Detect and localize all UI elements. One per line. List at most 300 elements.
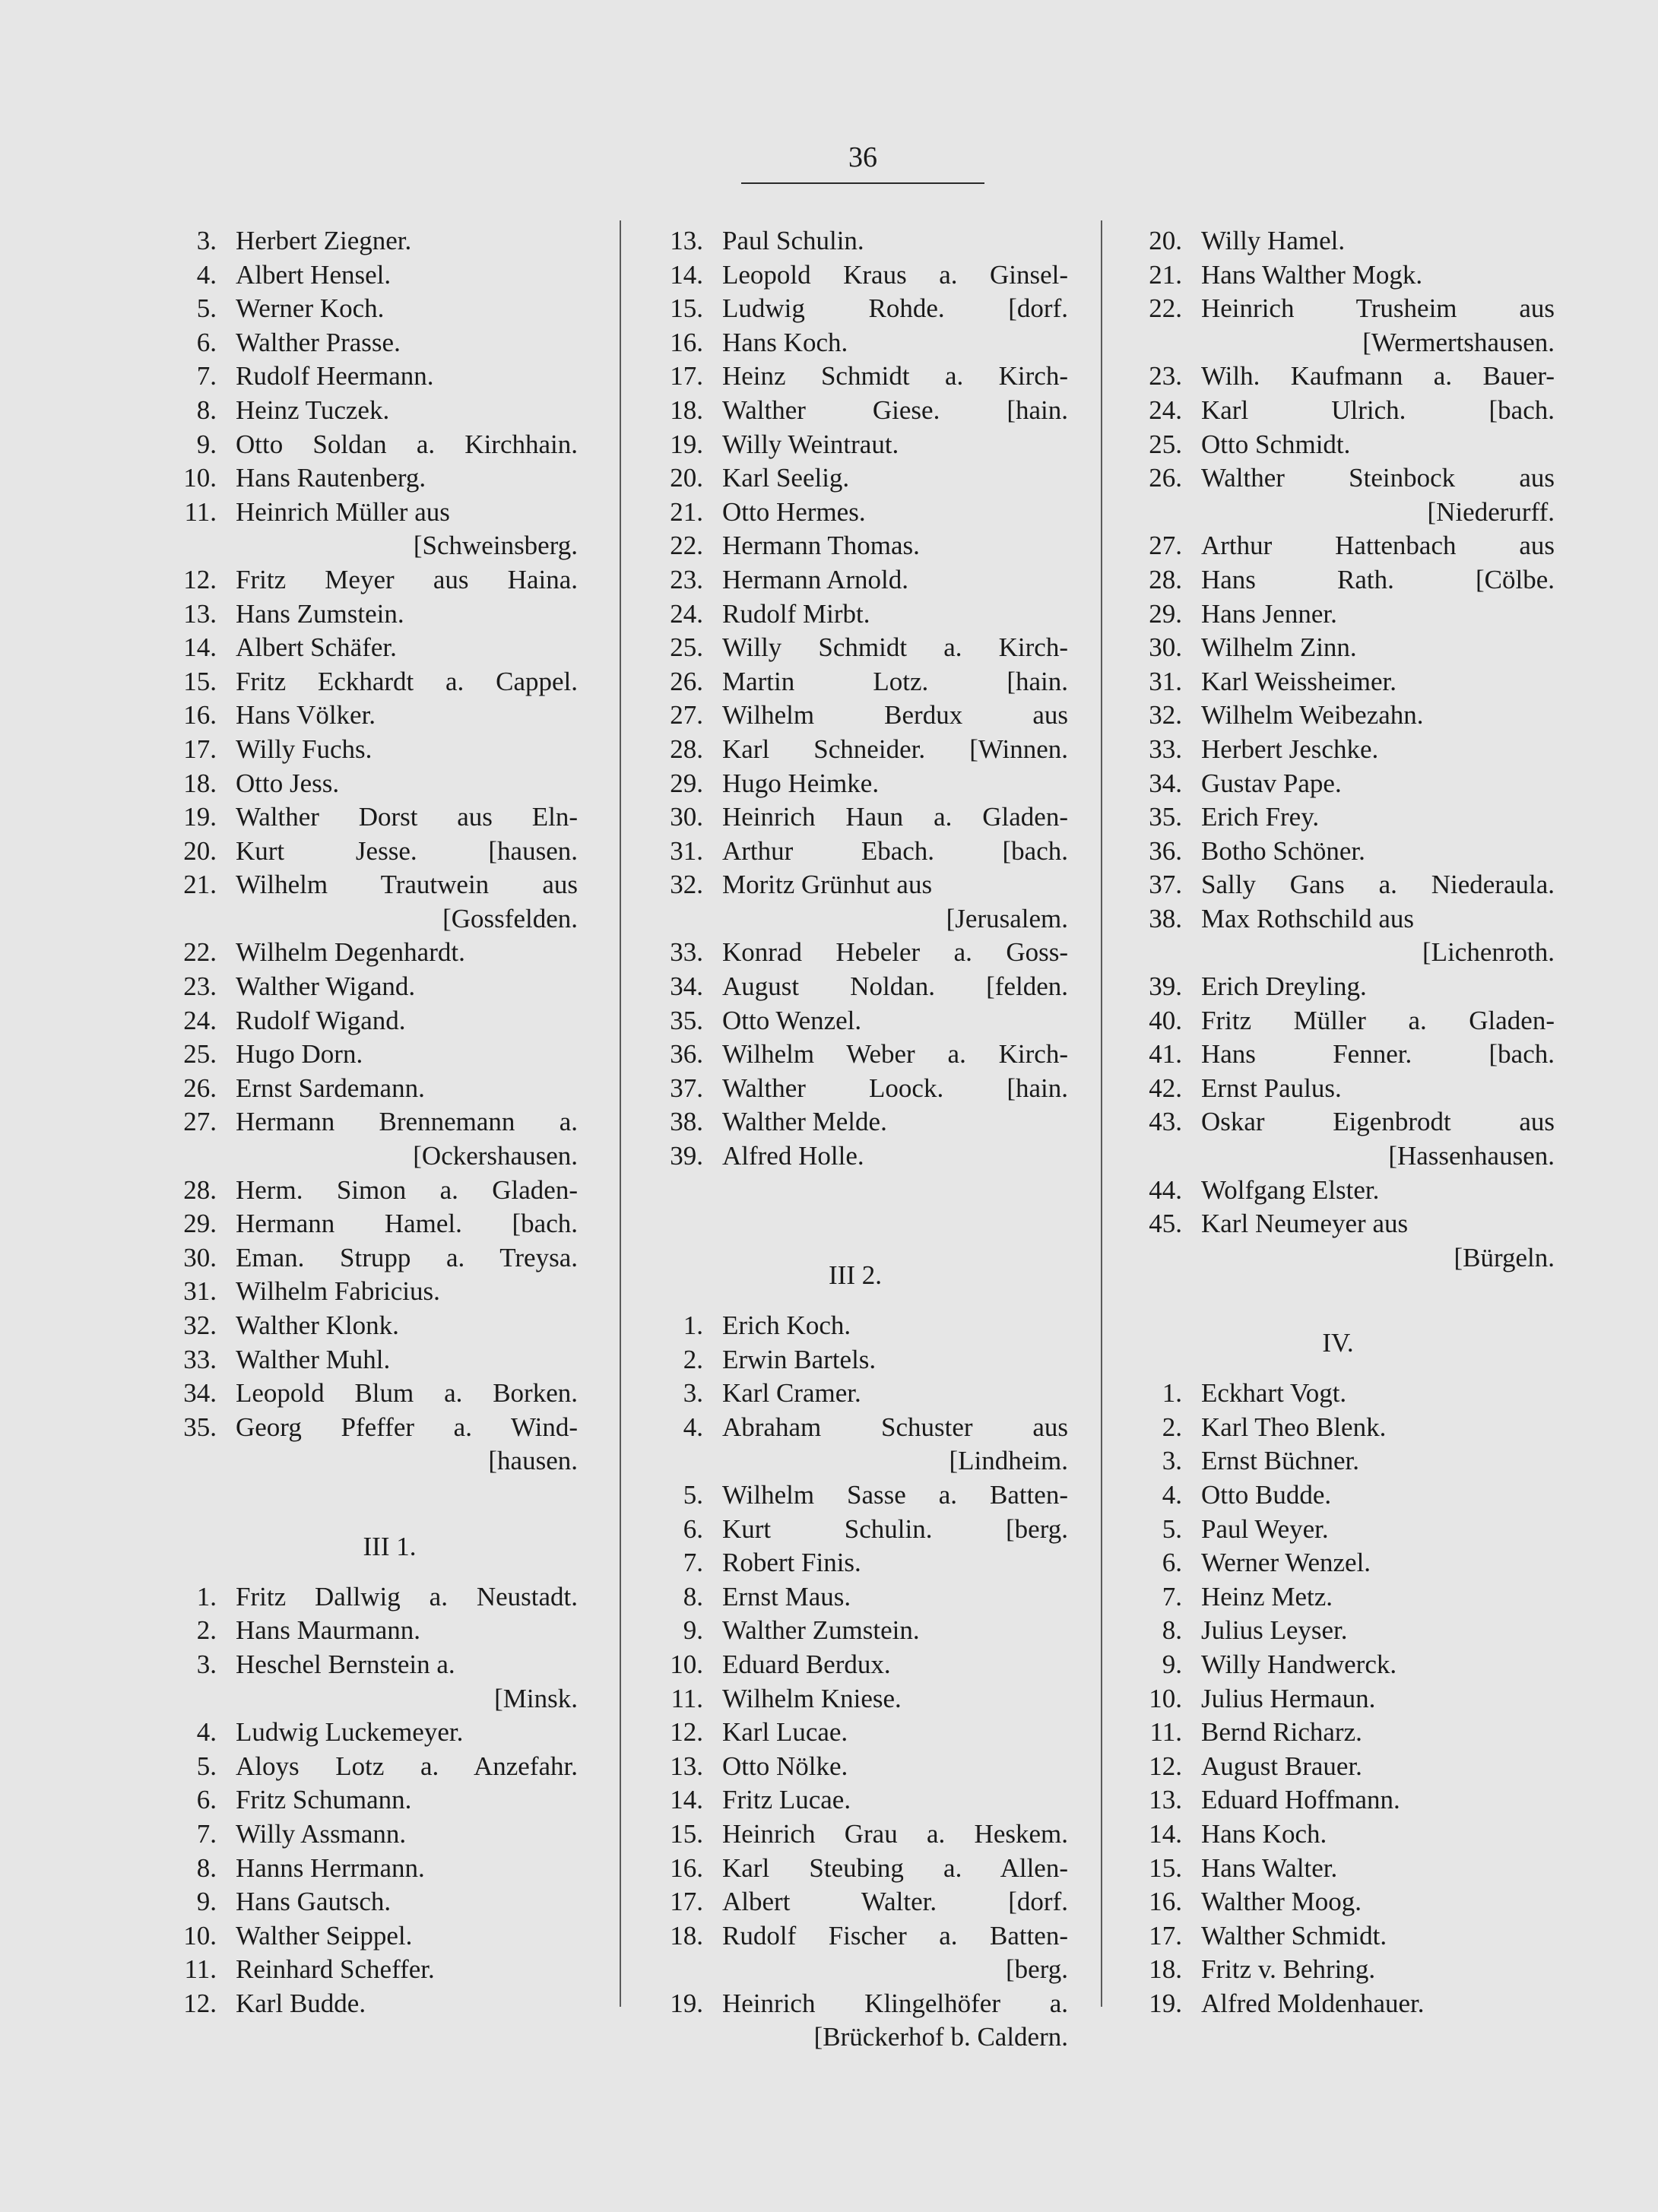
list-item xyxy=(642,292,1068,326)
list-item xyxy=(642,1614,1068,1648)
column-divider xyxy=(1101,220,1102,2007)
list-item-name: Karl Steubing a. Allen- xyxy=(722,1852,1068,1883)
list-item-number: 27. xyxy=(1149,531,1182,561)
list-item-number: 34. xyxy=(670,971,703,1002)
list-item-name: Karl Weissheimer. xyxy=(1201,666,1397,696)
list-item xyxy=(1121,1885,1555,1919)
list-item-number: 26. xyxy=(1149,463,1182,493)
list-item-number: 13. xyxy=(670,1751,703,1781)
list-item-number: 29. xyxy=(183,1209,217,1239)
list-item xyxy=(156,1648,578,1682)
list-item-name: Hermann Thomas. xyxy=(722,531,920,561)
list-item-name: Leopold Blum a. Borken. xyxy=(236,1378,578,1409)
list-item-name: Heinz Tuczek. xyxy=(236,395,390,425)
list-item-number: 17. xyxy=(670,1887,703,1917)
list-item-number: 5. xyxy=(196,293,217,324)
list-item-number: 20. xyxy=(670,463,703,493)
list-item xyxy=(1121,1004,1555,1038)
list-item-name: Walther Schmidt. xyxy=(1201,1920,1387,1951)
list-item-name: Fritz Schumann. xyxy=(236,1785,412,1815)
list-item-name: Willy Weintraut. xyxy=(722,429,899,459)
list-item-number: 25. xyxy=(183,1039,217,1070)
list-item-name: Walther Muhl. xyxy=(236,1344,391,1374)
list-item-number: 15. xyxy=(183,666,217,696)
list-item-name: Hans Rath. [Cölbe. xyxy=(1201,564,1555,594)
list-item xyxy=(642,1546,1068,1580)
list-item-name: Herbert Ziegner. xyxy=(236,226,412,255)
list-item-number: 12. xyxy=(1149,1751,1182,1781)
list-item-name: Heinz Schmidt a. Kirch- xyxy=(722,361,1068,391)
list-item-number: 12. xyxy=(183,564,217,594)
list-item-name: Rudolf Heermann. xyxy=(236,361,434,391)
list-item-number: 23. xyxy=(183,971,217,1002)
list-item-name: Arthur Ebach. [bach. xyxy=(722,835,1068,866)
list-item xyxy=(1121,1105,1555,1139)
list-item-continuation: [Schweinsberg. xyxy=(413,531,578,561)
list-item xyxy=(642,1139,1068,1174)
list-item-number: 19. xyxy=(670,429,703,459)
list-item-name: Martin Lotz. [hain. xyxy=(722,666,1068,696)
list-item-number: 30. xyxy=(670,802,703,832)
list-item-name: Hanns Herrmann. xyxy=(236,1852,425,1883)
list-item xyxy=(642,800,1068,835)
list-item xyxy=(156,394,578,428)
list-item-number: 32. xyxy=(670,870,703,900)
list-item-number: 14. xyxy=(670,259,703,290)
column-right xyxy=(1121,224,1555,2020)
list-item-number: 20. xyxy=(183,835,217,866)
list-item-number: 27. xyxy=(670,700,703,730)
list-item-number: 13. xyxy=(1149,1785,1182,1815)
list-item-number: 12. xyxy=(670,1717,703,1748)
list-item-number: 39. xyxy=(1149,971,1182,1002)
list-item xyxy=(642,258,1068,293)
list-item-name: Fritz Eckhardt a. Cappel. xyxy=(236,666,578,696)
list-item-number: 29. xyxy=(670,768,703,798)
list-item xyxy=(1121,1174,1555,1208)
list-item-name: Botho Schöner. xyxy=(1201,835,1365,866)
list-item-number: 9. xyxy=(196,429,217,459)
list-item-number: 18. xyxy=(1149,1954,1182,1985)
list-item xyxy=(642,1004,1068,1038)
list-item-name: Eduard Berdux. xyxy=(722,1649,891,1679)
list-item xyxy=(156,326,578,360)
list-item-name: Wilhelm Berdux aus xyxy=(722,700,1068,730)
list-item xyxy=(156,461,578,496)
list-item-name: Erwin Bartels. xyxy=(722,1344,877,1374)
list-item-name: Willy Handwerck. xyxy=(1201,1649,1397,1679)
list-item-number: 25. xyxy=(670,632,703,663)
list-item-number: 9. xyxy=(683,1615,703,1646)
list-item-name: Julius Leyser. xyxy=(1201,1615,1348,1646)
list-item-name: Otto Jess. xyxy=(236,768,340,798)
list-item-number: 24. xyxy=(1149,395,1182,425)
list-item-name: Hans Maurmann. xyxy=(236,1615,421,1646)
list-item xyxy=(156,631,578,665)
list-item xyxy=(642,1783,1068,1817)
list-item-continuation: [Lindheim. xyxy=(949,1446,1068,1476)
list-item-name: Albert Hensel. xyxy=(236,259,392,290)
list-item-name: Heinrich Trusheim aus xyxy=(1201,293,1555,324)
list-item xyxy=(642,631,1068,665)
list-item-number: 16. xyxy=(670,1852,703,1883)
list-item-number: 26. xyxy=(183,1073,217,1103)
list-item-name: August Noldan. [felden. xyxy=(722,971,1068,1002)
list-item-number: 2. xyxy=(1162,1412,1182,1442)
list-item xyxy=(1121,1852,1555,1886)
list-item xyxy=(1121,1478,1555,1513)
list-item xyxy=(156,1852,578,1886)
list-item-number: 28. xyxy=(183,1174,217,1205)
list-item-name: Walther Moog. xyxy=(1201,1887,1362,1917)
list-item xyxy=(1121,258,1555,293)
list-item-name: Otto Schmidt. xyxy=(1201,429,1351,459)
list-item xyxy=(156,1783,578,1817)
list-item-number: 19. xyxy=(183,802,217,832)
list-item-number: 8. xyxy=(196,1852,217,1883)
list-item-name: Ernst Maus. xyxy=(722,1581,851,1611)
list-item xyxy=(1121,1207,1555,1241)
column-divider xyxy=(620,220,621,2007)
list-item-number: 22. xyxy=(1149,293,1182,324)
list-item xyxy=(1121,1750,1555,1784)
list-item-number: 42. xyxy=(1149,1073,1182,1103)
list-item-name: Hermann Brennemann a. xyxy=(236,1107,578,1137)
list-item-number: 41. xyxy=(1149,1039,1182,1070)
list-item-continuation: [Wermertshausen. xyxy=(1362,327,1555,357)
list-item xyxy=(156,800,578,835)
list-item-name: Erich Frey. xyxy=(1201,802,1320,832)
list-item-number: 24. xyxy=(183,1005,217,1035)
list-item xyxy=(156,1953,578,1987)
list-item xyxy=(1121,1919,1555,1954)
list-item-number: 18. xyxy=(183,768,217,798)
list-item-name: Wilhelm Weibezahn. xyxy=(1201,700,1424,730)
list-item-name: Heinrich Müller aus xyxy=(236,496,450,527)
list-item-continuation: [Bürgeln. xyxy=(1454,1242,1555,1272)
header-rule xyxy=(741,182,984,184)
list-item-name: Wolfgang Elster. xyxy=(1201,1174,1380,1205)
list-item xyxy=(156,1038,578,1072)
list-item-number: 30. xyxy=(183,1242,217,1272)
list-item xyxy=(642,326,1068,360)
list-item xyxy=(1121,800,1555,835)
list-item-number: 32. xyxy=(183,1310,217,1340)
list-item-number: 32. xyxy=(1149,700,1182,730)
list-item-number: 34. xyxy=(183,1378,217,1409)
list-item-name: Paul Schulin. xyxy=(722,226,864,255)
list-item-continuation: [Ockershausen. xyxy=(413,1141,578,1171)
list-item-number: 7. xyxy=(196,361,217,391)
list-item-name: Gustav Pape. xyxy=(1201,768,1342,798)
list-item-number: 7. xyxy=(683,1548,703,1578)
list-item-number: 2. xyxy=(196,1615,217,1646)
list-item xyxy=(642,665,1068,699)
list-item-name: Wilhelm Degenhardt. xyxy=(236,937,465,968)
list-item-number: 36. xyxy=(670,1039,703,1070)
list-item xyxy=(1121,699,1555,733)
list-item-number: 4. xyxy=(196,259,217,290)
list-item xyxy=(642,970,1068,1004)
list-item-number: 29. xyxy=(1149,598,1182,629)
list-item-number: 15. xyxy=(670,293,703,324)
list-item xyxy=(1121,529,1555,563)
list-item-number: 1. xyxy=(1162,1378,1182,1409)
list-item-continuation: [Hassenhausen. xyxy=(1388,1141,1555,1171)
list-item-name: Herm. Simon a. Gladen- xyxy=(236,1174,578,1205)
list-item-number: 35. xyxy=(670,1005,703,1035)
list-item-name: Werner Koch. xyxy=(236,293,385,324)
list-item xyxy=(156,1377,578,1411)
list-item-number: 15. xyxy=(670,1818,703,1849)
list-item-number: 23. xyxy=(1149,361,1182,391)
list-item-number: 12. xyxy=(183,1988,217,2018)
list-item-name: Heschel Bernstein a. xyxy=(236,1649,455,1679)
list-item-name: Hans Gautsch. xyxy=(236,1887,392,1917)
list-item xyxy=(1121,1072,1555,1106)
list-item xyxy=(1121,1580,1555,1615)
list-item-name: Hans Jenner. xyxy=(1201,598,1337,629)
list-item-number: 21. xyxy=(183,870,217,900)
list-item-number: 3. xyxy=(1162,1446,1182,1476)
spacer xyxy=(642,1174,1068,1208)
list-item xyxy=(1121,1953,1555,1987)
list-item-number: 8. xyxy=(683,1581,703,1611)
list-item xyxy=(156,1411,578,1445)
list-item-name: August Brauer. xyxy=(1201,1751,1362,1781)
list-item-name: Karl Lucae. xyxy=(722,1717,848,1748)
list-item-name: Walther Zumstein. xyxy=(722,1615,920,1646)
list-item xyxy=(642,936,1068,970)
list-item xyxy=(1121,1614,1555,1648)
list-item-name: Fritz Dallwig a. Neustadt. xyxy=(236,1581,578,1611)
list-item-continuation: [hausen. xyxy=(488,1446,578,1476)
list-item-name: Karl Budde. xyxy=(236,1988,366,2018)
list-item-name: Karl Seelig. xyxy=(722,463,850,493)
list-item xyxy=(642,394,1068,428)
list-item-number: 6. xyxy=(196,1785,217,1815)
list-item xyxy=(642,835,1068,869)
list-item xyxy=(1121,292,1555,326)
list-item-name: Heinz Metz. xyxy=(1201,1581,1333,1611)
list-item xyxy=(1121,461,1555,496)
list-item-name: Willy Assmann. xyxy=(236,1818,407,1849)
list-item xyxy=(1121,394,1555,428)
list-item-name: Hans Zumstein. xyxy=(236,598,404,629)
list-item-number: 35. xyxy=(183,1412,217,1442)
list-item-name: Wilhelm Fabricius. xyxy=(236,1276,440,1307)
list-item-number: 43. xyxy=(1149,1107,1182,1137)
list-item xyxy=(156,1987,578,2021)
list-item xyxy=(642,496,1068,530)
list-item-number: 4. xyxy=(683,1412,703,1442)
list-item-name: Albert Schäfer. xyxy=(236,632,397,663)
list-item-name: Ernst Büchner. xyxy=(1201,1446,1360,1476)
list-item xyxy=(642,868,1068,902)
list-item-number: 33. xyxy=(183,1344,217,1374)
list-item-name: Hans Völker. xyxy=(236,700,376,730)
list-item-name: Kurt Jesse. [hausen. xyxy=(236,835,578,866)
list-item-number: 10. xyxy=(183,463,217,493)
list-item-name: Hermann Hamel. [bach. xyxy=(236,1209,578,1239)
list-item xyxy=(1121,1716,1555,1750)
list-item-name: Hans Koch. xyxy=(722,327,848,357)
list-item-number: 5. xyxy=(1162,1513,1182,1544)
list-item-name: Walther Wigand. xyxy=(236,971,416,1002)
list-item-number: 10. xyxy=(1149,1683,1182,1713)
list-item xyxy=(1121,563,1555,597)
list-item-number: 8. xyxy=(196,395,217,425)
list-item-name: Otto Nölke. xyxy=(722,1751,848,1781)
list-item xyxy=(642,733,1068,767)
list-item xyxy=(156,597,578,632)
list-item xyxy=(156,258,578,293)
list-item-name: Fritz Müller a. Gladen- xyxy=(1201,1005,1555,1035)
list-item-number: 6. xyxy=(683,1513,703,1544)
list-item-name: Aloys Lotz a. Anzefahr. xyxy=(236,1751,578,1781)
list-item xyxy=(156,970,578,1004)
list-item xyxy=(642,360,1068,394)
list-item-name: Hans Fenner. [bach. xyxy=(1201,1039,1555,1070)
list-item xyxy=(642,597,1068,632)
list-item-name: Fritz Lucae. xyxy=(722,1785,851,1815)
class-heading: III 1. xyxy=(363,1531,417,1561)
list-item-number: 19. xyxy=(670,1988,703,2018)
list-item xyxy=(156,1004,578,1038)
list-item-name: Karl Theo Blenk. xyxy=(1201,1412,1387,1442)
list-item-number: 9. xyxy=(1162,1649,1182,1679)
list-item xyxy=(642,563,1068,597)
list-item-continuation: [Brückerhof b. Caldern. xyxy=(813,2022,1068,2052)
list-item-number: 21. xyxy=(670,496,703,527)
list-item xyxy=(156,1241,578,1276)
list-item-number: 19. xyxy=(1149,1988,1182,2018)
list-item xyxy=(1121,360,1555,394)
list-item xyxy=(642,1343,1068,1377)
list-item xyxy=(1121,767,1555,801)
list-item-name: Willy Hamel. xyxy=(1201,226,1346,255)
list-item xyxy=(1121,1546,1555,1580)
list-item-number: 13. xyxy=(183,598,217,629)
list-item-number: 24. xyxy=(670,598,703,629)
list-item-number: 9. xyxy=(196,1887,217,1917)
list-item xyxy=(156,563,578,597)
list-item xyxy=(156,1174,578,1208)
list-item xyxy=(156,1105,578,1139)
list-item-number: 18. xyxy=(670,395,703,425)
list-item-continuation: [Jerusalem. xyxy=(946,903,1068,933)
list-item xyxy=(156,733,578,767)
list-item-continuation: [Niederurff. xyxy=(1427,496,1555,527)
list-item-number: 38. xyxy=(1149,903,1182,933)
list-item-continuation: [Lichenroth. xyxy=(1422,937,1555,968)
list-item xyxy=(642,1072,1068,1106)
list-item-name: Wilhelm Trautwein aus xyxy=(236,870,578,900)
list-item-name: Ernst Paulus. xyxy=(1201,1073,1342,1103)
list-item-number: 28. xyxy=(1149,564,1182,594)
list-item-name: Fritz Meyer aus Haina. xyxy=(236,564,578,594)
list-item-number: 31. xyxy=(1149,666,1182,696)
list-item-number: 2. xyxy=(683,1344,703,1374)
list-item-name: Herbert Jeschke. xyxy=(1201,734,1379,764)
list-item xyxy=(642,461,1068,496)
list-item xyxy=(1121,1038,1555,1072)
list-item-number: 11. xyxy=(184,496,217,527)
list-item-name: Heinrich Klingelhöfer a. xyxy=(722,1988,1068,2018)
list-item xyxy=(642,428,1068,462)
list-item-number: 35. xyxy=(1149,802,1182,832)
list-item-name: Karl Neumeyer aus xyxy=(1201,1209,1409,1239)
list-item-name: Wilhelm Weber a. Kirch- xyxy=(722,1039,1068,1070)
list-item-number: 6. xyxy=(196,327,217,357)
list-item xyxy=(1121,1648,1555,1682)
list-item xyxy=(156,1750,578,1784)
list-item-number: 3. xyxy=(196,226,217,255)
list-item-number: 13. xyxy=(670,226,703,255)
list-item xyxy=(156,1072,578,1106)
list-item-name: Otto Hermes. xyxy=(722,496,866,527)
list-item xyxy=(156,360,578,394)
list-item-name: Wilh. Kaufmann a. Bauer- xyxy=(1201,361,1555,391)
list-item-name: Moritz Grünhut aus xyxy=(722,870,933,900)
list-item-name: Willy Fuchs. xyxy=(236,734,372,764)
list-item xyxy=(1121,733,1555,767)
list-item xyxy=(156,1817,578,1852)
list-item-number: 45. xyxy=(1149,1209,1182,1239)
list-item xyxy=(1121,1444,1555,1478)
list-item xyxy=(1121,665,1555,699)
list-item-name: Kurt Schulin. [berg. xyxy=(722,1513,1068,1544)
list-item-number: 31. xyxy=(183,1276,217,1307)
list-item-number: 10. xyxy=(670,1649,703,1679)
list-item-name: Erich Koch. xyxy=(722,1310,851,1340)
list-item xyxy=(642,1580,1068,1615)
list-item xyxy=(1121,1817,1555,1852)
list-item-number: 17. xyxy=(670,361,703,391)
list-item xyxy=(642,1411,1068,1445)
list-item-name: Leopold Kraus a. Ginsel- xyxy=(722,259,1068,290)
list-item xyxy=(156,428,578,462)
list-item xyxy=(642,1309,1068,1343)
list-item-number: 1. xyxy=(683,1310,703,1340)
list-item-continuation: [Minsk. xyxy=(494,1683,578,1713)
list-item-name: Werner Wenzel. xyxy=(1201,1548,1371,1578)
list-item-name: Walther Prasse. xyxy=(236,327,401,357)
list-item-name: Oskar Eigenbrodt aus xyxy=(1201,1107,1555,1137)
list-item xyxy=(1121,868,1555,902)
column-left xyxy=(156,224,578,2020)
list-item xyxy=(1121,1682,1555,1716)
list-item-number: 10. xyxy=(183,1920,217,1951)
list-item-name: Rudolf Fischer a. Batten- xyxy=(722,1920,1068,1951)
list-item-name: Ludwig Luckemeyer. xyxy=(236,1717,464,1748)
list-item xyxy=(642,224,1068,258)
list-item-name: Julius Hermaun. xyxy=(1201,1683,1376,1713)
list-item-number: 5. xyxy=(683,1479,703,1510)
list-item-number: 40. xyxy=(1149,1005,1182,1035)
list-item-name: Walther Loock. [hain. xyxy=(722,1073,1068,1103)
list-item-name: Arthur Hattenbach aus xyxy=(1201,531,1555,561)
list-item-name: Max Rothschild aus xyxy=(1201,903,1414,933)
list-item-number: 34. xyxy=(1149,768,1182,798)
list-item-number: 4. xyxy=(196,1717,217,1748)
list-item xyxy=(156,1580,578,1615)
list-item-number: 37. xyxy=(1149,870,1182,900)
list-item-number: 14. xyxy=(1149,1818,1182,1849)
list-item-number: 25. xyxy=(1149,429,1182,459)
class-heading: III 2. xyxy=(829,1260,882,1290)
list-item-name: Fritz v. Behring. xyxy=(1201,1954,1376,1985)
